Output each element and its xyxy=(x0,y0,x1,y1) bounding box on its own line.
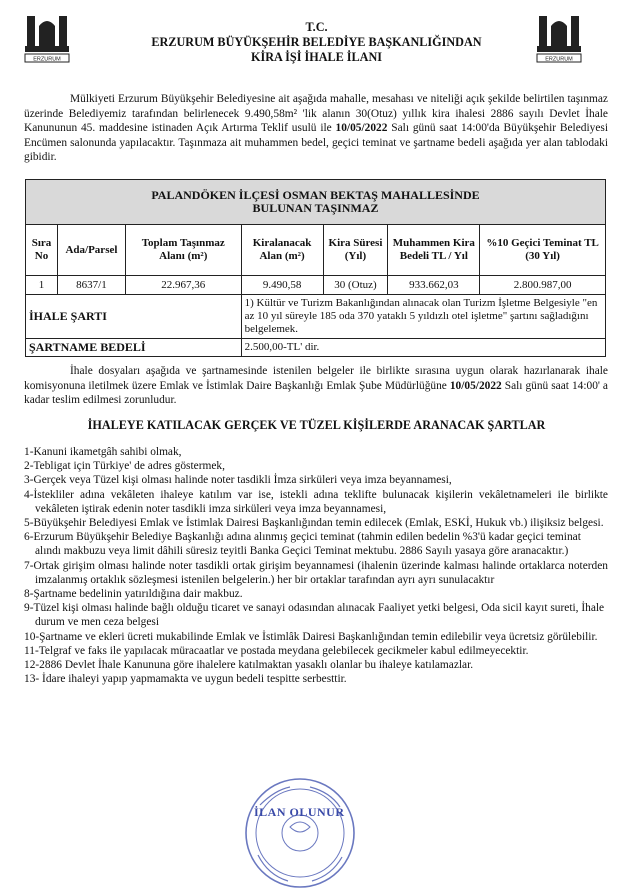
svg-text:ERZURUM: ERZURUM xyxy=(545,56,573,63)
intro-text: Mülkiyeti Erzurum Büyükşehir Belediyesine ait aşağıda mahalle, mesahası ve niteliği açık şekilde belirtilen taşınmaz üzerinde Belediyemiz tarafından belirlenecek 9.490,58m² 'lik alanın 30(Otuz) yıllık kira ihalesi 2886 sayılı Devlet İhale Kanununun 45. maddesine istinaden Açık Artırma Teklif usulü ile xyxy=(24,93,608,134)
property-table xyxy=(25,179,606,357)
list-item: 3-Gerçek veya Tüzel kişi olması halinde noter tasdikli İmza sirküleri veya imza beyannamesi, xyxy=(24,474,452,487)
table-title xyxy=(26,180,606,225)
erzurum-municipality-logo xyxy=(23,12,71,64)
stamp-label: İLAN OLUNUR xyxy=(254,805,345,819)
table-header-cell: Kiralanacak Alan (m²) xyxy=(241,225,323,276)
official-seal-stamp xyxy=(240,775,360,891)
list-item: 12-2886 Devlet İhale Kanununa göre ihalelere katılmaktan yasaklı olanlar bu ihaleye katılamazlar. xyxy=(24,659,474,672)
table-header-cell: Muhammen Kira Bedeli TL / Yıl xyxy=(388,225,480,276)
header-notice-title: KİRA İŞİ İHALE İLANI xyxy=(250,50,383,64)
list-item: 2-Tebligat için Türkiye' de adres göstermek, xyxy=(24,460,225,473)
table-cell: 2.800.987,00 xyxy=(480,276,606,295)
submission-date: 10/05/2022 xyxy=(449,379,502,392)
fee-label: ŞARTNAME BEDELİ xyxy=(26,339,242,357)
table-cell: 22.967,36 xyxy=(125,276,241,295)
table-title-line1: PALANDÖKEN İLÇESİ OSMAN BEKTAŞ MAHALLESİNDE xyxy=(151,188,480,202)
list-item: 4-İstekliler adına vekâleten ihaleye katılım var ise, istekli adına teklifte bulunacak kişilerin vekâletnameleri ile birlikte vekâleten iştirak edenin noter tasdikli imza sirküleri veya imza beyannamesi, xyxy=(24,488,608,515)
table-header-cell: Ada/Parsel xyxy=(57,225,125,276)
document-header xyxy=(110,20,523,65)
table-cell: 9.490,58 xyxy=(241,276,323,295)
list-item: 13- İdare ihaleyi yapıp yapmamakta ve uygun bedeli tespitte serbesttir. xyxy=(24,673,347,686)
table-header-cell: Toplam Taşınmaz Alanı (m²) xyxy=(125,225,241,276)
list-item: 1-Kanuni ikametgâh sahibi olmak, xyxy=(24,446,182,458)
table-header-row xyxy=(26,225,606,276)
table-title-line2: BULUNAN TAŞINMAZ xyxy=(252,201,379,215)
table-row xyxy=(26,276,606,295)
erzurum-municipality-logo-right xyxy=(535,12,583,64)
requirements-list xyxy=(24,445,608,686)
table-header-cell: Sıra No xyxy=(26,225,58,276)
list-item: 10-Şartname ve ekleri ücreti mukabilinde Emlak ve İstimlâk Dairesi Başkanlığından temin edilebilir veya ücretsiz görülebilir. xyxy=(24,630,598,643)
list-item: 9-Tüzel kişi olması halinde bağlı olduğu ticaret ve sanayi odasından alınacak Faaliyet yetki belgesi, Oda sicil kayıt sureti, İhale durum ve men ceza belgesi xyxy=(24,602,605,629)
intro-text-after: Salı günü saat 14:00'da Büyükşehir Belediyesi Encümen salonunda yapılacaktır. Taşınmaza ait muhammen bedel, geçici teminat ve şartname bedeli aşağıda yer alan tablodaki gibidir. xyxy=(24,122,608,163)
intro-paragraph xyxy=(24,92,608,165)
table-cell: 933.662,03 xyxy=(388,276,480,295)
table-cell: 8637/1 xyxy=(57,276,125,295)
requirements-title: İHALEYE KATILACAK GERÇEK VE TÜZEL KİŞİLERDE ARANACAK ŞARTLAR xyxy=(87,418,546,432)
header-tc: T.C. xyxy=(305,20,328,34)
intro-date: 10/05/2022 xyxy=(335,122,388,134)
condition-text: 1) Kültür ve Turizm Bakanlığından alınacak olan Turizm İşletme Belgesiyle "en az 10 yıl süreyle 185 oda 370 yataklı 5 yıldızlı otel işletme" şartını sağladığını belgelemek. xyxy=(241,295,605,339)
list-item: 8-Şartname bedelinin yatırıldığına dair makbuz. xyxy=(24,588,243,601)
table-header-cell: Kira Süresi (Yıl) xyxy=(323,225,388,276)
svg-text:ERZURUM: ERZURUM xyxy=(33,56,61,63)
submission-text: İhale dosyaları aşağıda ve şartnamesinde istenilen belgeler ile birlikte sırasına uygun olarak hazırlanarak ihale komisyonuna iletilmek üzere Emlak ve İstimlak Daire Başkanlığı Emlak Şube Müdürlüğüne xyxy=(24,365,608,392)
list-item: 7-Ortak girişim olması halinde noter tasdikli ortak girişim beyannamesi (ihalenin üzerinde kalması halinde ortaklarca noterden imzalanmış ortaklık sözleşmesi istenilen belgelerin.) her bir ortaklar tarafından ayrı ayrı sunulacaktır xyxy=(24,559,608,586)
submission-paragraph xyxy=(24,364,608,408)
header-institution: ERZURUM BÜYÜKŞEHİR BELEDİYE BAŞKANLIĞINDAN xyxy=(151,35,482,49)
submission-text-after: Salı günü saat 14:00' a kadar teslim edilmesi zorunludur. xyxy=(24,379,608,406)
list-item: 11-Telgraf ve faks ile yapılacak müracaatlar ve postada meydana gelebilecek gecikmeler kabul edilmeyecektir. xyxy=(24,644,529,657)
condition-label: İHALE ŞARTI xyxy=(26,295,242,339)
list-item: 6-Erzurum Büyükşehir Belediye Başkanlığı adına alınmış geçici teminat (tahmin edilen bedelin %3'ü kadar geçici teminat alındı makbuzu veya limit dâhili süresiz teyitli Banka Geçici Teminat mektubu. 2886 Sayılı yasaya göre aranacaktır.) xyxy=(24,531,581,558)
table-header-cell: %10 Geçici Teminat TL (30 Yıl) xyxy=(480,225,606,276)
list-item: 5-Büyükşehir Belediyesi Emlak ve İstimlak Dairesi Başkanlığından temin edilecek (Emlak, ESKİ, Hukuk vb.) ilişiksiz belgesi. xyxy=(24,517,604,530)
fee-value: 2.500,00-TL' dir. xyxy=(241,339,605,357)
table-cell: 30 (Otuz) xyxy=(323,276,388,295)
table-cell: 1 xyxy=(26,276,58,295)
